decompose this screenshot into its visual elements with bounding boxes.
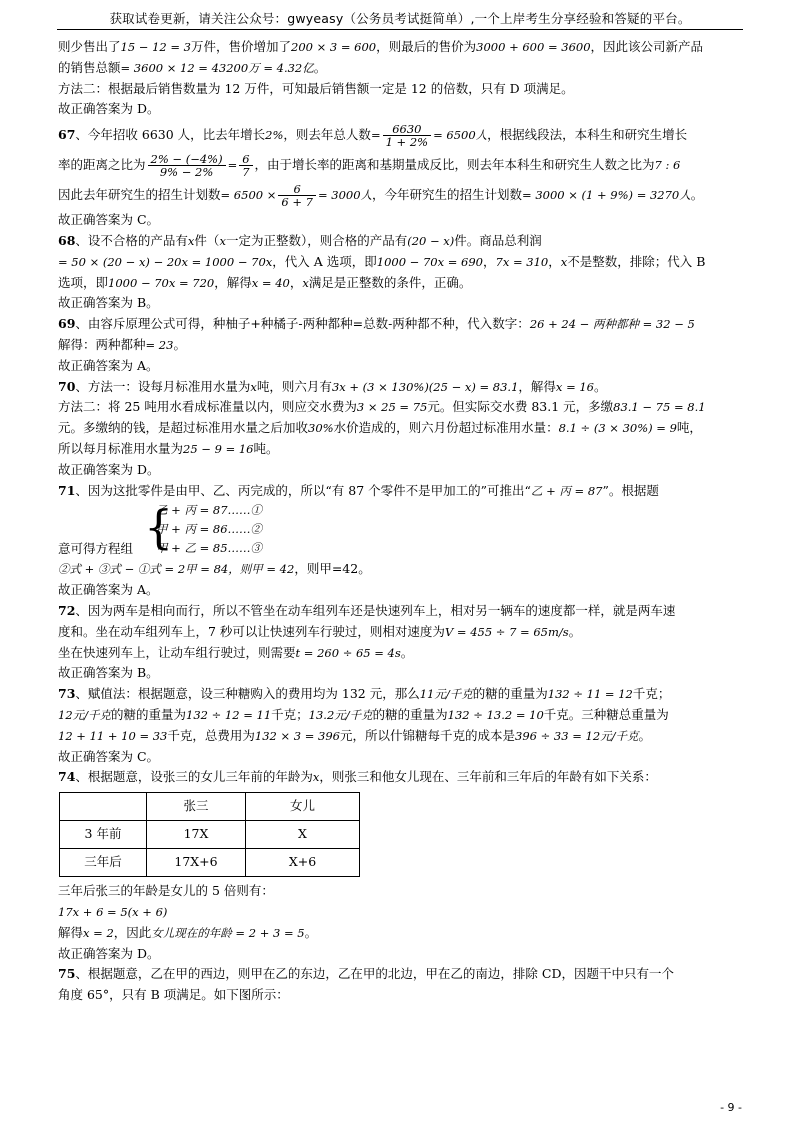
q70-line-1: 70、方法一：设每月标准用水量为x吨，则六月有3x + (3 × 130%)(25 − x) = 83.1，解得x = 16。 xyxy=(58,378,607,394)
table-row: 3 年前 17X X xyxy=(60,821,360,849)
q75-line-1: 75、根据题意，乙在甲的西边，则甲在乙的东边，乙在甲的北边，甲在乙的南边，排除 CD，因题干中只有一个 xyxy=(58,966,674,982)
q70-line-3: 元。多缴纳的钱，是超过标准用水量之后加收30%水价造成的，则六月份超过标准用水量：8.1 ÷ (3 × 30%) = 9吨， xyxy=(58,420,702,436)
q67-number: 67 xyxy=(58,127,76,143)
page-number: - 9 - xyxy=(720,1101,742,1114)
q69-line-1: 69、由容斥原理公式可得，种柚子+种橘子-两种都种=总数-两种都不种，代入数字：26 + 24 − 两种都种 = 32 − 5 xyxy=(58,316,695,332)
q71-line-3: ②式 + ③式 − ①式 = 2甲 = 84，则甲 = 42，则甲=42。 xyxy=(58,561,371,577)
q68-line-2: = 50 × (20 − x) − 20x = 1000 − 70x，代入 A 选项，即1000 − 70x = 690，7x = 310，x不是整数，排除；代入 B xyxy=(58,253,706,269)
q72-line-3: 坐在快速列车上，让动车组行驶过，则需要t = 260 ÷ 65 = 4s。 xyxy=(58,644,414,660)
q73-answer: 故正确答案为 C。 xyxy=(58,748,160,764)
q67-line-3: 因此去年研究生的招生计划数= 6500 × $\frac{6}{6 + 7}$ = 3000人，今年研究生的招生计划数= 3000 × (1 + 9%) = 3270人。 xyxy=(58,182,704,210)
q74-line-4: 解得x = 2，因此女儿现在的年龄 = 2 + 3 = 5。 xyxy=(58,924,318,940)
q71-line-2: 意可得方程组 { 乙 + 丙 = 87……① 甲 + 丙 = 86……② 甲 + 乙 = 85……③ xyxy=(58,501,263,557)
q67-fraction-ratio: $\frac{2\% - (-4\%)}{9\% - 2\%}$ xyxy=(148,153,226,178)
header-divider xyxy=(57,29,743,30)
q73-line-1: 73、赋值法：根据题意，设三种糖购入的费用均为 132 元，那么11元/千克的糖的重量为132 ÷ 11 = 12千克； xyxy=(58,686,671,702)
q69-line-2: 解得：两种都种= 23。 xyxy=(58,336,186,352)
answer-content xyxy=(58,37,748,1006)
q72-answer: 故正确答案为 B。 xyxy=(58,665,159,681)
q67-fraction-total: $\frac{6630}{1 + 2\%}$ xyxy=(383,123,432,148)
q74-line-2: 三年后张三的年龄是女儿的 5 倍则有： xyxy=(58,883,274,899)
q68-line-3: 选项，即1000 − 70x = 720，解得x = 40，x满足是正整数的条件，正确。 xyxy=(58,274,472,290)
q66-line-2: 的销售总额= 3600 × 12 = 43200万 = 4.32亿。 xyxy=(58,59,327,75)
page-header-notice: 获取试卷更新，请关注公众号：gwyeasy（公务员考试挺简单）,一个上岸考生分享经验和答疑的平台。 xyxy=(109,11,691,26)
q67-fraction-plan: $\frac{6}{6 + 7}$ xyxy=(278,183,316,208)
q71-equation-system: { 乙 + 丙 = 87……① 甲 + 丙 = 86……② 甲 + 乙 = 85……③ xyxy=(144,501,263,556)
q71-line-1: 71、因为这批零件是由甲、乙、丙完成的，所以“有 87 个零件不是甲加工的”可推出“乙 + 丙 = 87”。根据题 xyxy=(58,482,659,498)
q67-answer: 故正确答案为 C。 xyxy=(58,212,160,228)
q67-line-2: 率的距离之比为 $\frac{2\% - (-4\%)}{9\% - 2\%}$ = $\frac{6}{7}$ ，由于增长率的距离和基期量成反比，则去年本科生和研究生人数之比为7 : 6 xyxy=(58,152,681,180)
q71-answer: 故正确答案为 A。 xyxy=(58,582,159,598)
q66-answer: 故正确答案为 D。 xyxy=(58,101,160,117)
q74-answer: 故正确答案为 D。 xyxy=(58,945,160,961)
q68-line-1: 68、设不合格的产品有x件（x一定为正整数），则合格的产品有(20 − x)件。商品总利润 xyxy=(58,232,542,248)
q74-line-3: 17x + 6 = 5(x + 6) xyxy=(58,904,168,919)
q70-answer: 故正确答案为 D。 xyxy=(58,461,160,477)
table-row: 三年后 17X+6 X+6 xyxy=(60,849,360,877)
q68-answer: 故正确答案为 B。 xyxy=(58,295,159,311)
table-header-row: 张三 女儿 xyxy=(60,793,360,821)
q72-line-1: 72、因为两车是相向而行，所以不管坐在动车组列车还是快速列车上，相对另一辆车的速度都一样，就是两车速 xyxy=(58,602,676,618)
q74-line-1: 74、根据题意，设张三的女儿三年前的年龄为x，则张三和他女儿现在、三年前和三年后的年龄有如下关系： xyxy=(58,769,657,785)
q70-line-4: 所以每月标准用水量为25 − 9 = 16吨。 xyxy=(58,440,279,456)
q66-method-two: 方法二：根据最后销售数量为 12 万件，可知最后销售额一定是 12 的倍数，只有 D 项满足。 xyxy=(58,80,574,96)
q73-line-3: 12 + 11 + 10 = 33千克，总费用为132 × 3 = 396元，所以什锦糖每千克的成本是396 ÷ 33 = 12元/千克。 xyxy=(58,727,652,743)
q69-answer: 故正确答案为 A。 xyxy=(58,357,159,373)
q72-line-2: 度和。坐在动车组列车上，7 秒可以让快速列车行驶过，则相对速度为V = 455 ÷ 7 = 65m/s。 xyxy=(58,623,582,639)
age-table xyxy=(59,792,360,877)
q67-line-1: 67、今年招收 6630 人，比去年增长2%，则去年总人数= $\frac{6630}{1 + 2\%}$ = 6500人，根据线段法，本科生和研究生增长 xyxy=(58,122,688,150)
q66-line-1: 则少售出了15 − 12 = 3万件，售价增加了200 × 3 = 600，则最后的售价为3000 + 600 = 3600，因此该公司新产品 xyxy=(58,39,704,54)
q70-line-2: 方法二：将 25 吨用水看成标准量以内，则应交水费为3 × 25 = 75元。但实际交水费 83.1 元，多缴83.1 − 75 = 8.1 xyxy=(58,399,706,415)
q75-line-2: 角度 65°，只有 B 项满足。如下图所示： xyxy=(58,987,289,1003)
brace-symbol: { xyxy=(144,501,174,555)
q73-line-2: 12元/千克的糖的重量为132 ÷ 12 = 11千克；13.2元/千克的糖的重量为132 ÷ 13.2 = 10千克。三种糖总重量为 xyxy=(58,706,669,722)
